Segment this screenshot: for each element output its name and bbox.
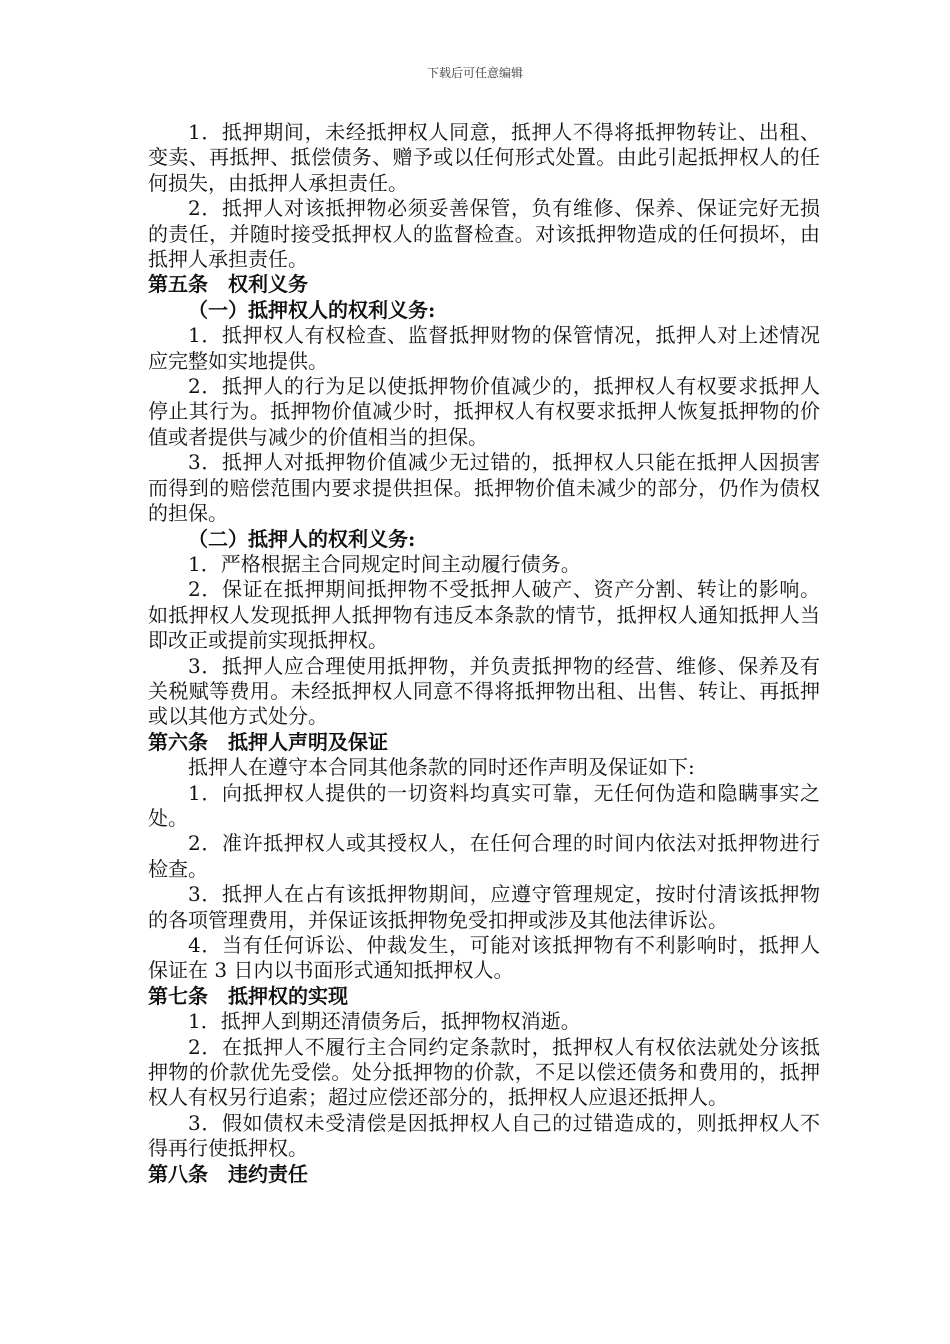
section-subheading: （二）抵押人的权利义务: [188, 526, 416, 551]
paragraph: 2．保证在抵押期间抵押物不受抵押人破产、资产分割、转让的影响。如抵押权人发现抵押人抵押物有违反本条款的情节，抵押权人通知抵押人当即改正或提前实现抵押权。 [148, 577, 820, 653]
paragraph: 3．抵押人在占有该抵押物期间，应遵守管理规定，按时付清该抵押物的各项管理费用，并保证该抵押物免受扣押或涉及其他法律诉讼。 [148, 882, 820, 932]
document-body [148, 120, 820, 1187]
paragraph: 2．准许抵押权人或其授权人，在任何合理的时间内依法对抵押物进行检查。 [148, 831, 820, 881]
paragraph: 1．抵押人到期还清债务后，抵押物权消逝。 [188, 1009, 581, 1034]
paragraph: 3．抵押人应合理使用抵押物，并负责抵押物的经营、维修、保养及有关税赋等费用。未经抵押权人同意不得将抵押物出租、出售、转让、再抵押或以其他方式处分。 [148, 653, 820, 729]
paragraph: 3．假如债权未受清偿是因抵押权人自己的过错造成的，则抵押权人不得再行使抵押权。 [148, 1110, 820, 1161]
article-heading: 第七条 抵押权的实现 [148, 983, 348, 1008]
paragraph: 1．抵押期间，未经抵押权人同意，抵押人不得将抵押物转让、出租、变卖、再抵押、抵偿债务、赠予或以任何形式处置。由此引起抵押权人的任何损失，由抵押人承担责任。 [148, 120, 820, 195]
paragraph: 3．抵押人对抵押物价值减少无过错的，抵押权人只能在抵押人因损害而得到的赔偿范围内要求提供担保。抵押物价值未减少的部分，仍作为债权的担保。 [148, 450, 820, 526]
paragraph: 抵押人在遵守本合同其他条款的同时还作声明及保证如下: [188, 755, 695, 780]
article-heading: 第五条 权利义务 [148, 272, 308, 297]
paragraph: 2．抵押人对该抵押物必须妥善保管，负有维修、保养、保证完好无损的责任，并随时接受抵押权人的监督检查。对该抵押物造成的任何损坏，由抵押人承担责任。 [148, 196, 820, 272]
section-subheading: （一）抵押权人的权利义务: [188, 297, 436, 322]
article-heading: 第八条 违约责任 [148, 1161, 308, 1186]
paragraph: 2．抵押人的行为足以使抵押物价值减少的，抵押权人有权要求抵押人停止其行为。抵押物价值减少时，抵押权人有权要求抵押人恢复抵押物的价值或者提供与减少的价值相当的担保。 [148, 374, 820, 449]
paragraph: 1．向抵押权人提供的一切资料均真实可靠，无任何伪造和隐瞒事实之处。 [148, 780, 820, 830]
paragraph: 4．当有任何诉讼、仲裁发生，可能对该抵押物有不利影响时，抵押人保证在 3 日内以书面形式通知抵押权人。 [148, 933, 820, 983]
paragraph: 1．严格根据主合同规定时间主动履行债务。 [188, 551, 581, 576]
paragraph: 2．在抵押人不履行主合同约定条款时，抵押权人有权依法就处分该抵押物的价款优先受偿。处分抵押物的价款，不足以偿还债务和费用的，抵押权人有权另行追索；超过应偿还部分的，抵押权人应退还抵押人。 [148, 1034, 820, 1110]
paragraph: 1．抵押权人有权检查、监督抵押财物的保管情况，抵押人对上述情况应完整如实地提供。 [148, 323, 820, 373]
page-header: 下载后可任意编辑 [426, 66, 523, 80]
article-heading: 第六条 抵押人声明及保证 [148, 729, 388, 754]
